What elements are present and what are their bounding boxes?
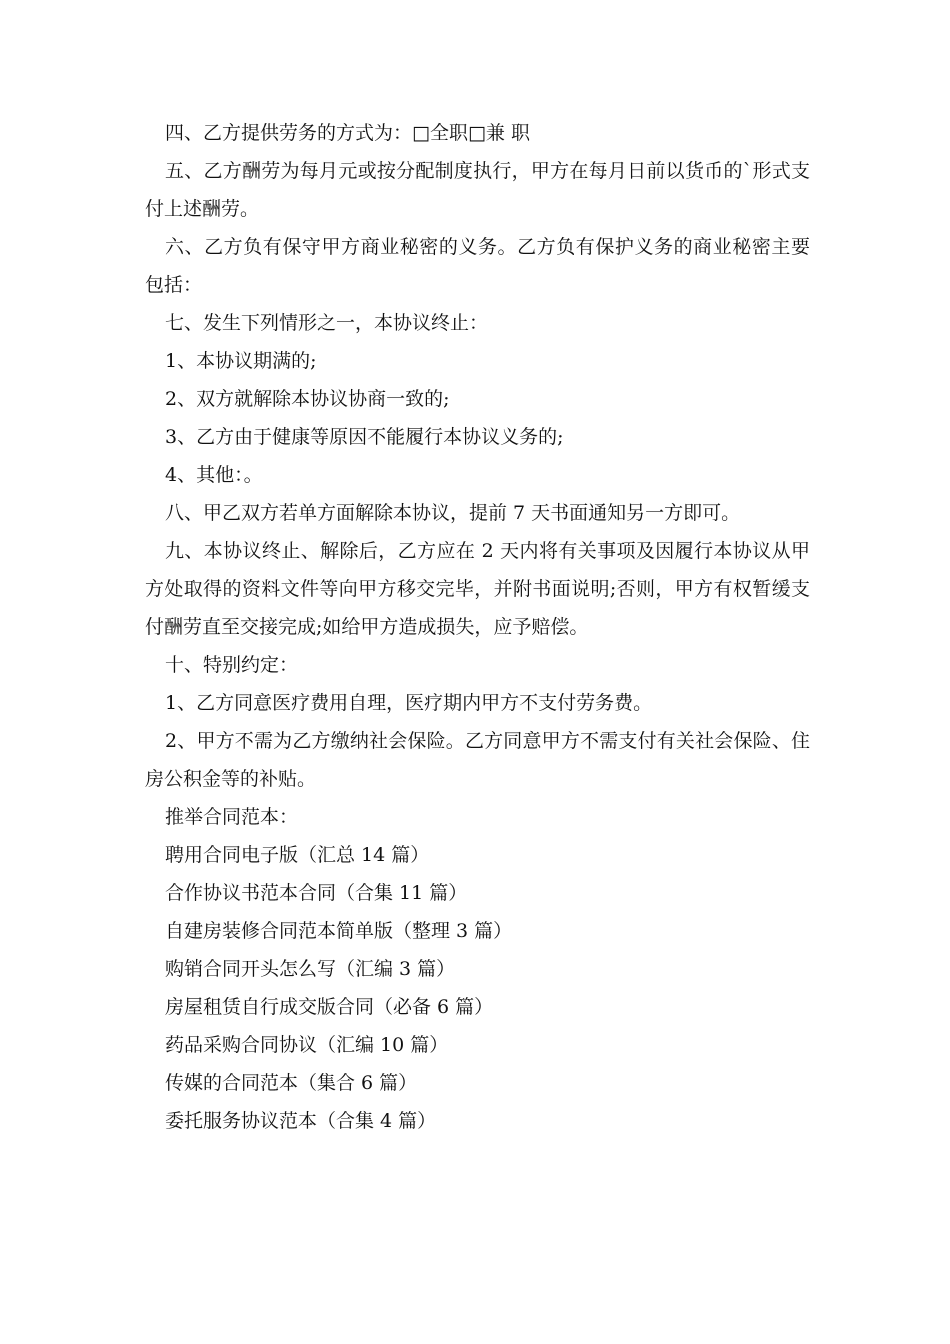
clause-5-remuneration: 五、乙方酬劳为每月元或按分配制度执行，甲方在每月日前以货币的`形式支付上述酬劳。 bbox=[145, 160, 810, 220]
clause-9-handover: 九、本协议终止、解除后，乙方应在 2 天内将有关事项及因履行本协议从甲方处取得的资料文件等向甲方移交完毕，并附书面说明;否则，甲方有权暂缓支付酬劳直至交接完成;如给甲方造成损失，应予赔偿。 bbox=[145, 540, 810, 638]
clause-4-work-mode: 四、乙方提供劳务的方式为：□全职□兼 职 bbox=[165, 122, 530, 144]
clause-10-item-1: 1、乙方同意医疗费用自理，医疗期内甲方不支付劳务费。 bbox=[165, 692, 653, 714]
recommend-link[interactable]: 购销合同开头怎么写（汇编 3 篇） bbox=[165, 958, 456, 980]
clause-8-unilateral-termination: 八、甲乙双方若单方面解除本协议，提前 7 天书面通知另一方即可。 bbox=[165, 502, 741, 524]
recommend-link[interactable]: 传媒的合同范本（集合 6 篇） bbox=[165, 1072, 418, 1094]
clause-7-item-4: 4、其他：。 bbox=[165, 464, 263, 486]
clause-6-confidentiality: 六、乙方负有保守甲方商业秘密的义务。乙方负有保护义务的商业秘密主要包括： bbox=[145, 236, 810, 296]
recommend-link[interactable]: 聘用合同电子版（汇总 14 篇） bbox=[165, 844, 430, 866]
document-body bbox=[145, 114, 810, 1140]
recommend-link[interactable]: 合作协议书范本合同（合集 11 篇） bbox=[165, 882, 468, 904]
recommend-heading: 推举合同范本： bbox=[165, 806, 299, 828]
clause-10-item-2: 2、甲方不需为乙方缴纳社会保险。乙方同意甲方不需支付有关社会保险、住房公积金等的补贴。 bbox=[145, 730, 810, 790]
recommend-link[interactable]: 药品采购合同协议（汇编 10 篇） bbox=[165, 1034, 449, 1056]
recommend-link[interactable]: 自建房装修合同范本简单版（整理 3 篇） bbox=[165, 920, 513, 942]
clause-7-item-3: 3、乙方由于健康等原因不能履行本协议义务的; bbox=[165, 426, 564, 448]
recommend-link[interactable]: 房屋租赁自行成交版合同（必备 6 篇） bbox=[165, 996, 494, 1018]
recommend-link[interactable]: 委托服务协议范本（合集 4 篇） bbox=[165, 1110, 437, 1132]
clause-7-item-2: 2、双方就解除本协议协商一致的; bbox=[165, 388, 450, 410]
clause-10-special-terms: 十、特别约定： bbox=[165, 654, 299, 676]
clause-7-item-1: 1、本协议期满的; bbox=[165, 350, 317, 372]
clause-7-termination: 七、发生下列情形之一，本协议终止： bbox=[165, 312, 489, 334]
recommend-list bbox=[145, 836, 810, 1140]
